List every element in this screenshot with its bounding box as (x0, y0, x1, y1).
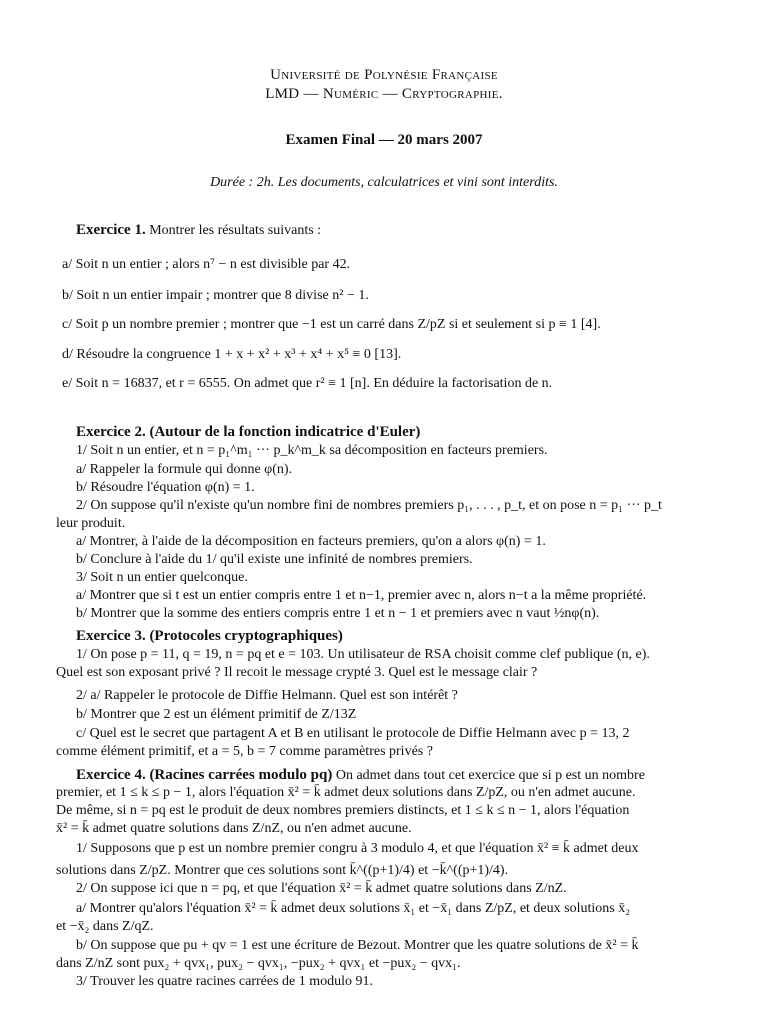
exercise-3-line-1: 1/ On pose p = 11, q = 19, n = pq et e = 103. Un utilisateur de RSA choisit comme clef publique (n, e). (76, 647, 650, 662)
exercise-4-line-10: b/ On suppose que pu + qv = 1 est une écriture de Bezout. Montrer que les quatre solutions de x̄² = k̄ (76, 938, 639, 953)
program-line: LMD — Numéric — Cryptographie. (265, 86, 503, 102)
exercise-4-line-9: et −x̄₂ dans Z/qZ. (56, 919, 154, 934)
exercise-4-line-7: 2/ On suppose ici que n = pq, et que l'équation x̄² = k̄ admet quatre solutions dans Z/nZ. (76, 881, 567, 896)
exercise-3-line-6: comme élément primitif, et a = 5, b = 7 comme paramètres privés ? (56, 744, 433, 759)
exercise-1-item-c: c/ Soit p un nombre premier ; montrer que −1 est un carré dans Z/pZ si et seulement si p ≡ 1 [4]. (62, 317, 601, 332)
exercise-2-line-6: a/ Montrer, à l'aide de la décomposition en facteurs premiers, qu'on a alors φ(n) = 1. (76, 534, 546, 549)
exercise-1-item-d: d/ Résoudre la congruence 1 + x + x² + x³ + x⁴ + x⁵ ≡ 0 [13]. (62, 347, 402, 362)
exercise-1-item-b: b/ Soit n un entier impair ; montrer que 8 divise n² − 1. (62, 288, 369, 303)
exam-title: Examen Final — 20 mars 2007 (285, 132, 483, 148)
exercise-2-line-5: leur produit. (56, 516, 126, 531)
exercise-3-line-2: Quel est son exposant privé ? Il recoit le message crypté 3. Quel est le message clair ? (56, 665, 538, 680)
exercise-1-title: Exercice 1. (76, 222, 146, 238)
exercise-2-line-10: b/ Montrer que la somme des entiers compris entre 1 et n − 1 et premiers avec n vaut ½nφ(n). (76, 606, 600, 621)
exercise-2-line-8: 3/ Soit n un entier quelconque. (76, 570, 248, 585)
exercise-4-line-2: premier, et 1 ≤ k ≤ p − 1, alors l'équation x̄² = k̄ admet deux solutions dans Z/pZ, ou n'en admet aucune. (56, 785, 636, 800)
exercise-1-intro: Montrer les résultats suivants : (149, 223, 322, 238)
exercise-3-line-3: 2/ a/ Rappeler le protocole de Diffie Helmann. Quel est son intérêt ? (76, 688, 458, 703)
exercise-2-line-4: 2/ On suppose qu'il n'existe qu'un nombre fini de nombres premiers p₁, . . . , p_t, et on pose n = p₁ ··· p_t (76, 498, 662, 513)
exercise-4-line-8: a/ Montrer qu'alors l'équation x̄² = k̄ admet deux solutions x̄₁ et −x̄₁ dans Z/pZ, et deux solutions x̄₂ (76, 901, 631, 916)
exercise-3-line-5: c/ Quel est le secret que partagent A et B en utilisant le protocole de Diffie Helmann avec p = 13, 2 (76, 726, 630, 741)
exercise-4-line-3: De même, si n = pq est le produit de deux nombres premiers distincts, et 1 ≤ k ≤ n − 1, alors l'équation (56, 803, 630, 818)
exercise-2-line-3: b/ Résoudre l'équation φ(n) = 1. (76, 480, 255, 495)
exercise-4-line-11: dans Z/nZ sont pux₂ + qvx₁, pux₂ − qvx₁, −pux₂ + qvx₁ et −pux₂ − qvx₁. (56, 956, 461, 971)
exercise-4-line-5: 1/ Supposons que p est un nombre premier congru à 3 modulo 4, et que l'équation x̄² ≡ k̄ admet deux (76, 841, 639, 856)
exercise-1-heading (76, 221, 321, 240)
exercise-1-item-a: a/ Soit n un entier ; alors n⁷ − n est divisible par 42. (62, 257, 351, 272)
university-name: Université de Polynésie Française (270, 67, 498, 83)
exercise-1-item-e: e/ Soit n = 16837, et r = 6555. On admet que r² ≡ 1 [n]. En déduire la factorisation de n. (62, 376, 553, 391)
exercise-4-line-12: 3/ Trouver les quatre racines carrées de 1 modulo 91. (76, 974, 374, 989)
exercise-2-line-9: a/ Montrer que si t est un entier compris entre 1 et n−1, premier avec n, alors n−t a la même propriété. (76, 588, 647, 603)
exercise-4-line-1: On admet dans tout cet exercice que si p est un nombre (335, 768, 645, 783)
duration-note: Durée : 2h. Les documents, calculatrices et vini sont interdits. (210, 175, 558, 190)
exercise-2-line-1: 1/ Soit n un entier, et n = p₁^m₁ ··· p_k^m_k sa décomposition en facteurs premiers. (76, 443, 548, 458)
exercise-4-title: Exercice 4. (Racines carrées modulo pq) (76, 767, 333, 783)
exercise-2-line-2: a/ Rappeler la formule qui donne φ(n). (76, 462, 293, 477)
exercise-4-heading (76, 766, 645, 785)
exercise-2-line-7: b/ Conclure à l'aide du 1/ qu'il existe une infinité de nombres premiers. (76, 552, 473, 567)
exercise-2-title: Exercice 2. (Autour de la fonction indicatrice d'Euler) (76, 424, 421, 440)
exercise-4-line-6: solutions dans Z/pZ. Montrer que ces solutions sont k̄^((p+1)/4) et −k̄^((p+1)/4). (56, 863, 509, 878)
exercise-3-line-4: b/ Montrer que 2 est un élément primitif de Z/13Z (76, 707, 357, 722)
exercise-4-line-4: x̄² = k̄ admet quatre solutions dans Z/nZ, ou n'en admet aucune. (56, 821, 412, 836)
exercise-3-title: Exercice 3. (Protocoles cryptographiques) (76, 628, 343, 644)
